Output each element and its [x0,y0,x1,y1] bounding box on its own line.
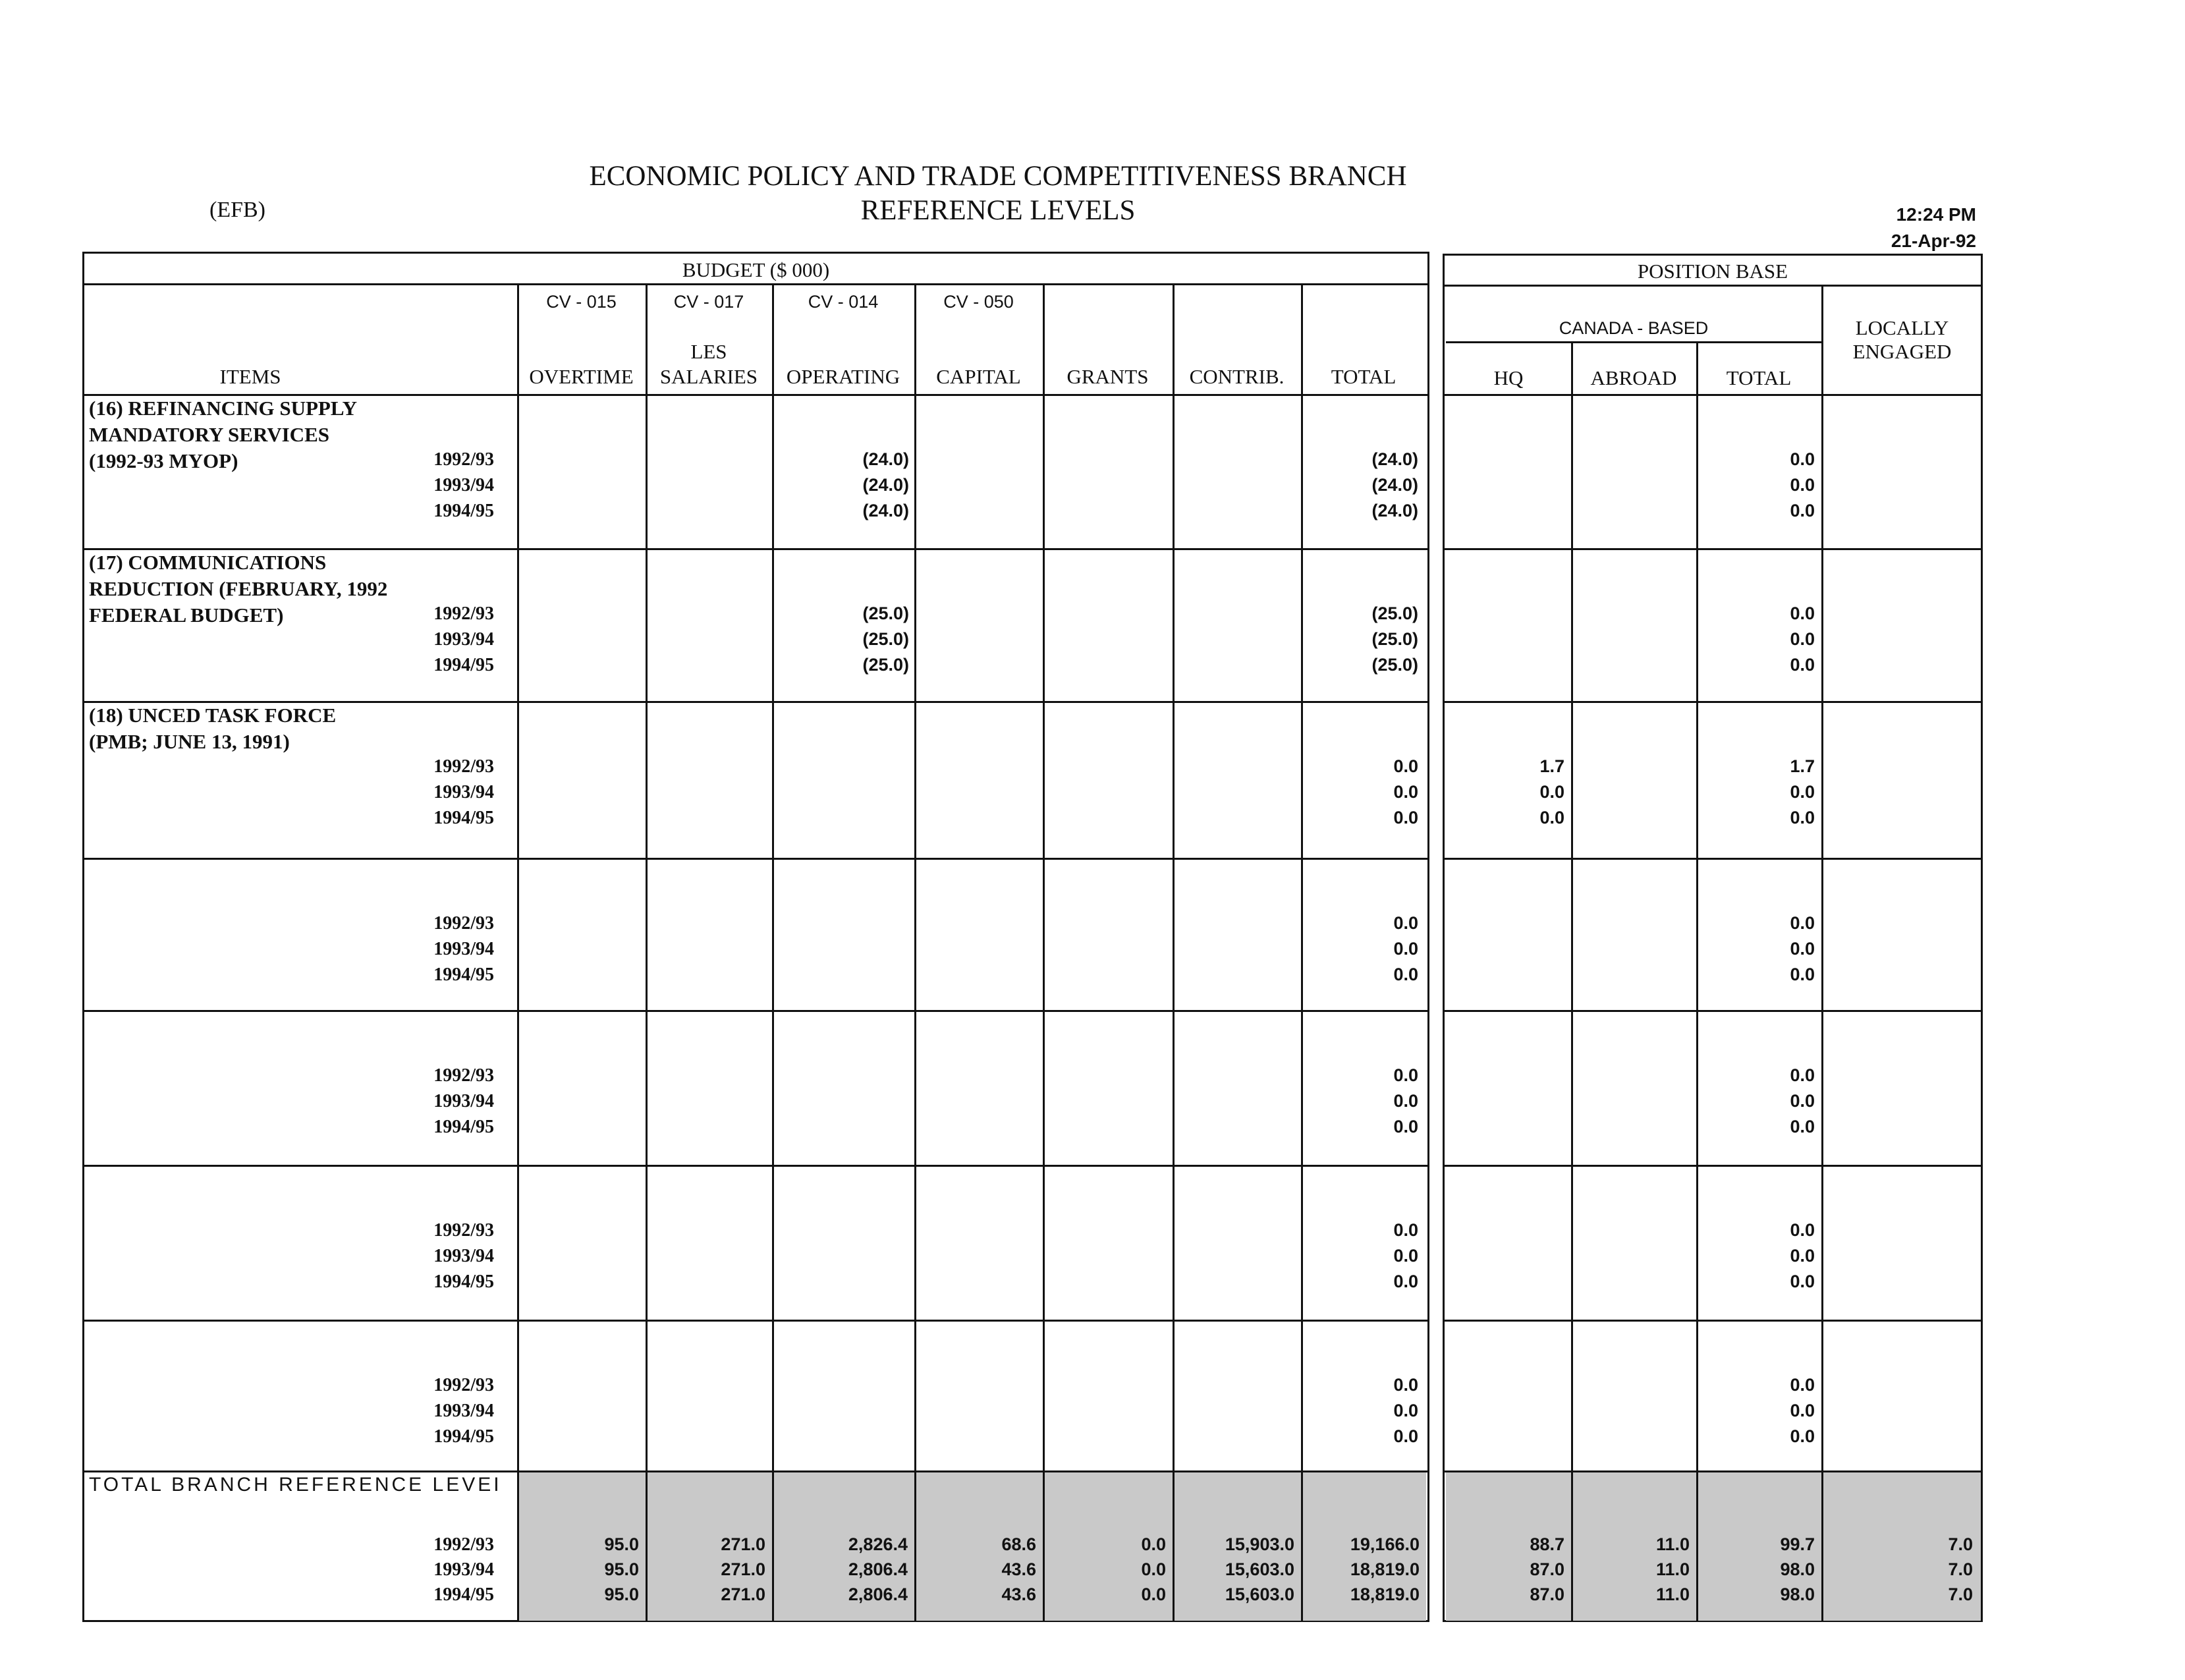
total-fiscal-year: 1992/93 [433,1534,494,1555]
total-capital-value: 43.6 [1001,1559,1036,1579]
total-grants-value: 0.0 [1141,1559,1166,1579]
column-code: CV - 015 [546,292,617,312]
total-overtime-value: 95.0 [604,1534,639,1554]
position-column-header: TOTAL [1726,366,1792,389]
fiscal-year: 1993/94 [433,1401,494,1421]
canada-rule [1446,341,1821,343]
canada-based-title: CANADA - BASED [1559,318,1709,338]
position-total-value: 0.0 [1790,655,1815,675]
total-grants-value: 0.0 [1141,1584,1166,1604]
operating-value: (25.0) [862,655,909,675]
position-total-value: 0.0 [1790,965,1815,984]
row-rule [82,1165,1429,1167]
position-total-value: 0.0 [1790,1091,1815,1111]
row-rule [1443,548,1983,550]
position-total-value: 0.0 [1790,1117,1815,1136]
column-header: GRANTS [1066,365,1149,388]
total-locally_engaged-value: 7.0 [1948,1559,1973,1579]
print-time: 12:24 PM [1896,204,1976,225]
total-value: 0.0 [1393,1117,1418,1136]
fiscal-year: 1993/94 [433,1091,494,1111]
position-header-rule [1443,394,1983,396]
total-value: (25.0) [1371,603,1418,623]
fiscal-year: 1994/95 [433,501,494,521]
fiscal-year: 1993/94 [433,939,494,959]
total-fiscal-year: 1994/95 [433,1584,494,1605]
total-contrib-value: 15,603.0 [1225,1559,1294,1579]
fiscal-year: 1994/95 [433,1117,494,1137]
position-column-header: ABROAD [1590,366,1677,389]
total-contrib-value: 15,603.0 [1225,1584,1294,1604]
row-rule [1443,701,1983,703]
total-operating-value: 2,806.4 [848,1584,908,1604]
total-capital-value: 43.6 [1001,1584,1036,1604]
fiscal-year: 1992/93 [433,449,494,470]
total-operating-value: 2,826.4 [848,1534,908,1554]
column-rule [1173,285,1175,1622]
total-value: 0.0 [1393,1065,1418,1085]
fiscal-year: 1994/95 [433,655,494,675]
total-locally_engaged-value: 7.0 [1948,1534,1973,1554]
budget-title-rule [82,283,1429,285]
branch-code: (EFB) [209,198,265,222]
total-operating-value: 2,806.4 [848,1559,908,1579]
fiscal-year: 1992/93 [433,1065,494,1086]
document-title: ECONOMIC POLICY AND TRADE COMPETITIVENESS BRANCH [589,161,1407,192]
total-abroad-value: 11.0 [1655,1559,1690,1579]
fiscal-year: 1992/93 [433,1220,494,1241]
row-rule [82,1010,1429,1012]
position-total-value: 0.0 [1790,603,1815,623]
column-header: SALARIES [659,365,758,388]
fiscal-year: 1994/95 [433,808,494,828]
total-value: 0.0 [1393,782,1418,802]
row-rule [82,1470,1429,1472]
fiscal-year: 1993/94 [433,1246,494,1266]
operating-value: (25.0) [862,629,909,649]
column-code: CV - 017 [673,292,744,312]
position-title-rule [1443,285,1983,287]
position-total-value: 0.0 [1790,475,1815,495]
position-total-value: 0.0 [1790,629,1815,649]
hq-value: 0.0 [1539,808,1564,827]
locally-engaged-header: LOCALLY ENGAGED [1852,316,1952,363]
total-value: 0.0 [1393,1426,1418,1446]
column-rule [914,285,916,1622]
column-top-label: LES [690,340,727,363]
total-value: 0.0 [1393,1091,1418,1111]
column-header: TOTAL [1331,365,1397,388]
item-label: (18) UNCED TASK FORCE (PMB; JUNE 13, 1991) [89,704,337,753]
position-column-header: HQ [1493,366,1524,389]
total-pos_total-value: 99.7 [1780,1534,1815,1554]
fiscal-year: 1993/94 [433,475,494,495]
operating-value: (24.0) [862,475,909,495]
position-total-value: 0.0 [1790,449,1815,469]
column-code: CV - 014 [808,292,879,312]
total-abroad-value: 11.0 [1655,1534,1690,1554]
row-rule [1443,858,1983,860]
document-subtitle: REFERENCE LEVELS [860,195,1136,226]
fiscal-year: 1994/95 [433,1426,494,1447]
total-salaries-value: 271.0 [721,1559,765,1579]
total-salaries-value: 271.0 [721,1534,765,1554]
total-overtime-value: 95.0 [604,1584,639,1604]
total-value: (24.0) [1371,501,1418,520]
total-capital-value: 68.6 [1001,1534,1036,1554]
operating-value: (24.0) [862,449,909,469]
total-hq-value: 88.7 [1530,1534,1564,1554]
column-header: CAPITAL [936,365,1021,388]
position-total-value: 0.0 [1790,1065,1815,1085]
fiscal-year: 1993/94 [433,782,494,802]
row-rule [1443,1320,1983,1322]
row-rule [1443,1010,1983,1012]
total-value: 0.0 [1393,1246,1418,1266]
operating-value: (24.0) [862,501,909,520]
column-rule [1043,285,1045,1622]
operating-value: (25.0) [862,603,909,623]
column-rule [1821,285,1823,1622]
position-total-value: 0.0 [1790,1426,1815,1446]
row-rule [1443,1470,1983,1472]
total-value: 0.0 [1393,1375,1418,1395]
total-abroad-value: 11.0 [1655,1584,1690,1604]
position-total-value: 0.0 [1790,808,1815,827]
items-header: ITEMS [219,365,281,388]
column-rule [517,285,519,1622]
total-value: 0.0 [1393,913,1418,933]
total-value: (25.0) [1371,629,1418,649]
total-total-value: 18,819.0 [1350,1584,1420,1604]
row-rule [82,1320,1429,1322]
position-total-value: 0.0 [1790,1246,1815,1266]
total-value: 0.0 [1393,808,1418,827]
total-total-value: 18,819.0 [1350,1559,1420,1579]
hq-value: 1.7 [1539,756,1564,776]
total-fiscal-year: 1993/94 [433,1559,494,1580]
row-rule [1443,1165,1983,1167]
fiscal-year: 1993/94 [433,629,494,650]
position-total-value: 0.0 [1790,939,1815,959]
position-total-value: 0.0 [1790,1375,1815,1395]
total-locally_engaged-value: 7.0 [1948,1584,1973,1604]
total-hq-value: 87.0 [1530,1584,1564,1604]
total-pos_total-value: 98.0 [1780,1584,1815,1604]
column-rule [1571,341,1573,1622]
total-salaries-value: 271.0 [721,1584,765,1604]
total-pos_total-value: 98.0 [1780,1559,1815,1579]
total-grants-value: 0.0 [1141,1534,1166,1554]
position-total-value: 1.7 [1790,756,1815,776]
row-rule [82,858,1429,860]
column-code: CV - 050 [943,292,1014,312]
fiscal-year: 1992/93 [433,603,494,624]
fiscal-year: 1992/93 [433,913,494,934]
total-value: (24.0) [1371,475,1418,495]
position-total-value: 0.0 [1790,1401,1815,1420]
fiscal-year: 1994/95 [433,1272,494,1292]
total-contrib-value: 15,903.0 [1225,1534,1294,1554]
item-label: (17) COMMUNICATIONS REDUCTION (FEBRUARY, 1992 FEDERAL BUDGET) [89,551,388,627]
total-row-label: TOTAL BRANCH REFERENCE LEVEI [89,1474,502,1496]
fiscal-year: 1994/95 [433,965,494,985]
hq-value: 0.0 [1539,782,1564,802]
total-value: 0.0 [1393,939,1418,959]
total-value: 0.0 [1393,965,1418,984]
total-overtime-value: 95.0 [604,1559,639,1579]
position-total-value: 0.0 [1790,1220,1815,1240]
total-value: 0.0 [1393,1220,1418,1240]
total-value: (24.0) [1371,449,1418,469]
position-total-value: 0.0 [1790,782,1815,802]
total-value: 0.0 [1393,1401,1418,1420]
print-date: 21-Apr-92 [1891,231,1976,251]
total-value: 0.0 [1393,1272,1418,1291]
position-total-value: 0.0 [1790,913,1815,933]
column-header: OPERATING [786,365,900,388]
column-header: CONTRIB. [1189,365,1285,388]
position-total-value: 0.0 [1790,1272,1815,1291]
item-label: (16) REFINANCING SUPPLY MANDATORY SERVICES (1992-93 MYOP) [89,397,358,472]
fiscal-year: 1992/93 [433,1375,494,1395]
column-header: OVERTIME [529,365,634,388]
position-total-value: 0.0 [1790,501,1815,520]
column-rule [646,285,648,1622]
fiscal-year: 1992/93 [433,756,494,777]
budget-group-title: BUDGET ($ 000) [682,258,830,281]
total-value: 0.0 [1393,756,1418,776]
total-value: (25.0) [1371,655,1418,675]
total-total-value: 19,166.0 [1350,1534,1420,1554]
position-group-title: POSITION BASE [1637,260,1788,283]
total-hq-value: 87.0 [1530,1559,1564,1579]
